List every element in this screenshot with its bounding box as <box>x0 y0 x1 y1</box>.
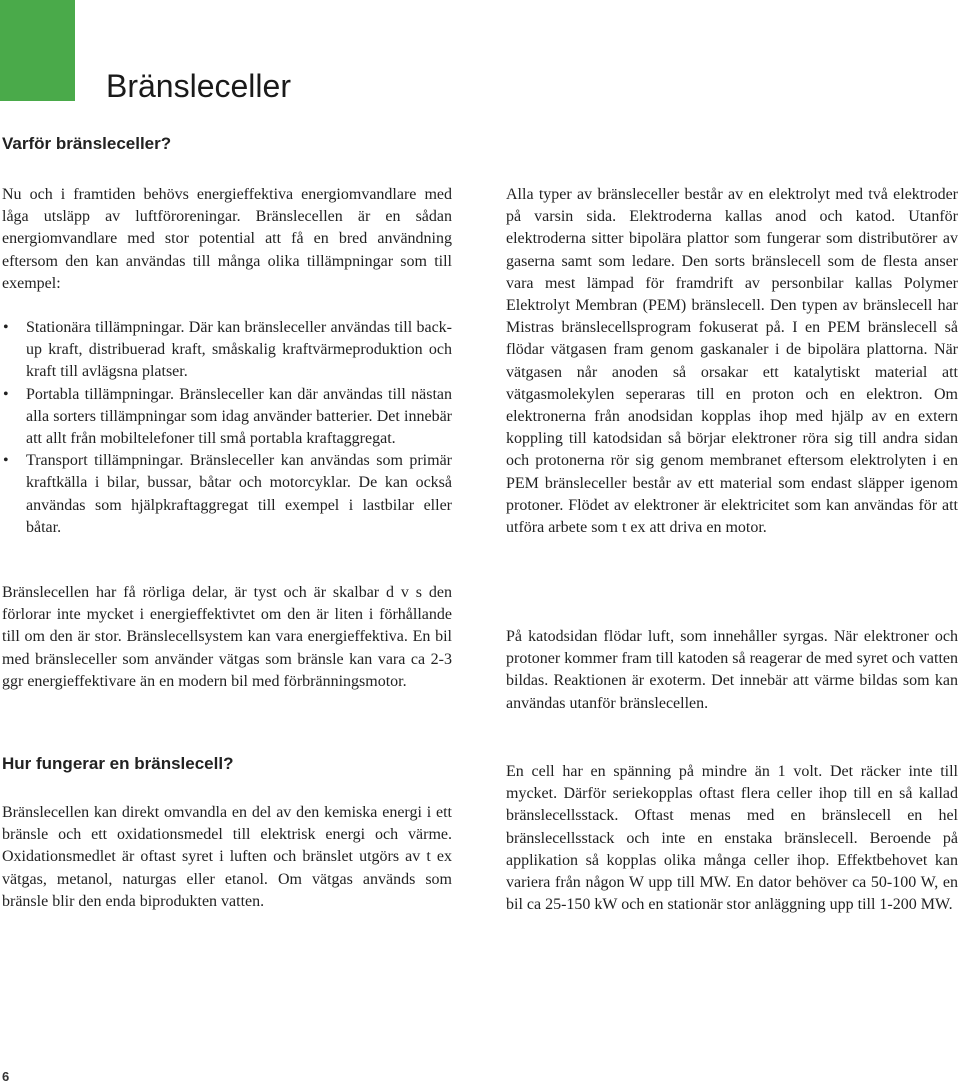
right-text-1: Alla typer av bränsleceller består av en elektrolyt med två elektroder på varsin sida. Elektroderna kallas anod och katod. Utanför elektroderna sitter bipolära plattor som fungerar som distributörer av gaserna samt som ledare. Den sorts bränslecell som de flesta anser vara mest lämpad för framdrift av personbilar kallas Polymer Elektrolyt Membran (PEM) bränslecell. Den typen av bränslecell har Mistras bränslecellsprogram fokuserat på. I en PEM bränslecell så flödar vätgasen fram genom gaskanaler i de bipolära plattorna. När vätgasen når anoden så orsakar ett katalytiskt material att vätgasmolekylen seperaras till en proton och en elektron. Om elektronerna från anodsidan kopplas ihop med hjälp av en extern koppling till katodsidan så börjar elektroner röra sig till andra sidan och protonerna rör sig genom membranet eftersom elektrolyten i en PEM bränsleceller består av ett material som endast släpper igenom protoner. Flödet av elektroner är elektricitet som kan användas för att utföra arbete som t ex att driva en motor. <box>506 186 958 537</box>
right-text-3: En cell har en spänning på mindre än 1 volt. Det räcker inte till mycket. Därför seriekopplas oftast flera celler ihop till en så kallad bränslecellsstack. Oftast menas med en bränslecell en hel bränslecellsstack och inte en enstaka bränslecell. Beroende på applikation så kopplas olika många celler ihop. Effektbehovet kan variera från någon W upp till MW. En dator behöver ca 50-100 W, en bil ca 25-150 kW och en stationär stor anläggning upp till 1-200 MW. <box>506 763 958 914</box>
bullet-icon: • <box>3 385 9 403</box>
right-paragraph-1 <box>506 184 958 539</box>
intro-text: Nu och i framtiden behövs energieffektiva energiomvandlare med låga utsläpp av luftföroreningar. Bränslecellen är en sådan energiomvandlare med stor potential att få en bred användning eftersom den kan användas till många olika tillämpningar som till exempel: <box>2 186 452 292</box>
right-paragraph-3 <box>506 761 958 916</box>
how-paragraph <box>2 802 452 913</box>
outro-text: Bränslecellen har få rörliga delar, är tyst och är skalbar d v s den förlorar inte mycket i energieffektivtet om den är liten i förhållande till om den är stor. Bränslecellsystem kan vara energieffektiva. En bil med bränsleceller som använder vätgas som bränsle kan vara ca 2-3 ggr energieffektivare än en modern bil med förbränningsmotor. <box>2 584 452 690</box>
bullet-icon: • <box>3 452 9 470</box>
list-item: • Transport tillämpningar. Bränsleceller kan användas som primär kraftkälla i bilar, bussar, båtar och motorcyklar. De kan också användas som hjälpkraftaggregat till exempel i lastbilar eller båtar. <box>3 452 452 536</box>
page-title: Bränsleceller <box>106 68 291 104</box>
list-item: • Portabla tillämpningar. Bränsleceller kan där användas till nästan alla sorters tillämpningar som idag använder batterier. Det innebär att allt från mobiltelefoner till små portabla kraftaggregat. <box>3 385 452 448</box>
section-heading-how: Hur fungerar en bränslecell? <box>2 754 234 773</box>
right-text-2: På katodsidan flödar luft, som innehåller syrgas. När elektroner och protoner kommer fram till katoden så reagerar de med syret och vatten bildas. Reaktionen är exoterm. Det innebär att värme bildas som kan användas utanför bränslecellen. <box>506 628 958 712</box>
applications-list <box>2 317 452 539</box>
list-item: • Stationära tillämpningar. Där kan bränsleceller användas till back-up kraft, distribuerad kraft, småskalig kraftvärmeproduktion och kraft till avlägsna platser. <box>3 319 452 381</box>
bullet-icon: • <box>3 319 9 336</box>
accent-block <box>0 0 75 101</box>
section-heading-why: Varför bränsleceller? <box>2 134 172 153</box>
outro-paragraph <box>2 582 452 693</box>
page-number: 6 <box>2 1069 10 1084</box>
intro-paragraph <box>2 184 452 295</box>
how-text: Bränslecellen kan direkt omvandla en del av den kemiska energi i ett bränsle och ett oxidationsmedel till elektrisk energi och värme. Oxidationsmedlet är oftast syret i luften och bränslet utgörs av t ex vätgas, metanol, naturgas eller etanol. Om vätgas används som bränsle blir den enda biprodukten vatten. <box>2 804 452 910</box>
right-paragraph-2 <box>506 626 958 715</box>
